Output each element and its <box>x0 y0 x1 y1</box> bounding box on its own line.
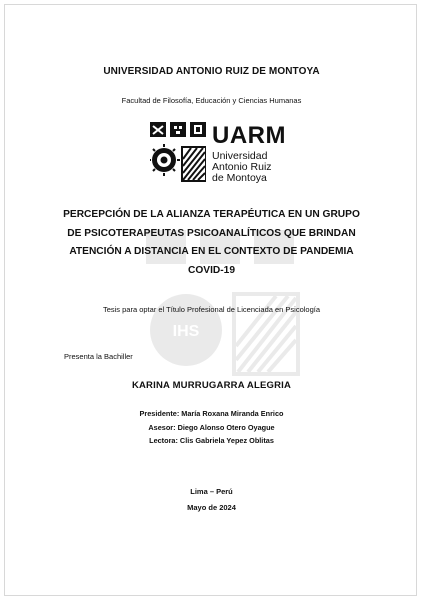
faculty-name: Facultad de Filosofía, Educación y Ciencias Humanas <box>121 96 302 105</box>
committee-reader: Lectora: Clis Gabriela Yepez Oblitas <box>149 436 274 445</box>
date: Mayo de 2024 <box>187 503 236 512</box>
committee-advisor: Asesor: Diego Alonso Otero Oyague <box>148 422 275 432</box>
thesis-degree-note: Tesis para optar el Título Profesional de Licenciada en Psicología <box>102 305 321 314</box>
place-and-date <box>0 484 423 516</box>
author-name: KARINA MURRUGARRA ALEGRIA <box>131 380 292 391</box>
brand-line-2: Antonio Ruiz <box>212 161 272 173</box>
committee-president: Presidente: María Roxana Miranda Enrico <box>139 409 284 418</box>
shield-logo-icon <box>150 122 206 184</box>
seal-text: IHS <box>172 323 200 340</box>
place: Lima – Perú <box>190 487 233 496</box>
brand-line-3: de Montoya <box>212 172 267 184</box>
brand-line-1: Universidad <box>212 150 268 162</box>
presented-by-label: Presenta la Bachiller <box>64 352 133 361</box>
university-name: UNIVERSIDAD ANTONIO RUIZ DE MONTOYA <box>103 66 320 77</box>
committee <box>0 407 423 448</box>
brand-acronym: UARM <box>212 122 286 149</box>
university-logo <box>150 122 300 188</box>
brand-full-name <box>212 151 272 184</box>
thesis-title: PERCEPCIÓN DE LA ALIANZA TERAPÉUTICA EN UN GRUPO DE PSICOTERAPEUTAS PSICOANALÍTICOS QUE BRINDAN ATENCIÓN A DISTANCIA EN EL CONTEXTO DE PANDEMIA COVID-19 <box>63 209 360 276</box>
